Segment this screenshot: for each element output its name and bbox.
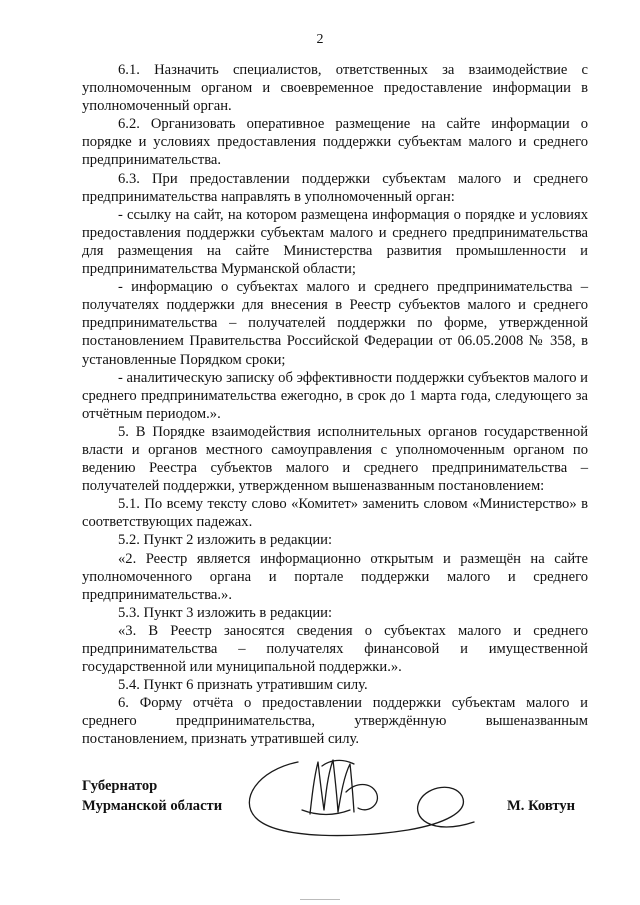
signatory-title [82, 776, 222, 816]
paragraph: 5.3. Пункт 3 изложить в редакции: [118, 604, 333, 621]
paragraph: 6.2. Организовать оперативное размещение на сайте информации о порядке и условиях предоставления поддержки субъектам малого и среднего предпринимательства. [82, 116, 588, 169]
paragraph: 6.1. Назначить специалистов, ответственных за взаимодействие с уполномоченным органом и своевременное предоставление информации в уполномоченный орган. [82, 62, 588, 115]
paragraph: - аналитическую записку об эффективности поддержки субъектов малого и среднего предпринимательства ежегодно, в срок до 1 марта года, следующего за отчётным периодом.». [82, 369, 588, 422]
paragraph: «2. Реестр является информационно открытым и размещён на сайте уполномоченного органа и портале поддержки малого и среднего предпринимательства.». [82, 550, 588, 603]
paragraph: 5.2. Пункт 2 изложить в редакции: [118, 532, 333, 549]
paragraph: 5.4. Пункт 6 признать утратившим силу. [118, 677, 368, 694]
paragraph: 6.3. При предоставлении поддержки субъектам малого и среднего предпринимательства направлять в уполномоченный орган: [82, 170, 588, 205]
paragraph: 5.1. По всему тексту слово «Комитет» заменить словом «Министерство» в соответствующих падежах. [82, 496, 588, 531]
paragraph: - информацию о субъектах малого и среднего предпринимательства – получателях поддержки для внесения в Реестр субъектов малого и среднего предпринимательства – получателей поддержки по форме, утвержденной постановлением Правительства Российской Федерации от 06.05.2008 № 358, в установленные Порядком сроки; [82, 279, 588, 368]
handwritten-signature [238, 752, 488, 852]
signatory-title-line2: Мурманской области [82, 798, 223, 814]
document-body [82, 61, 588, 749]
page-number: 2 [316, 32, 324, 47]
paragraph: 6. Форму отчёта о предоставлении поддержки субъектам малого и среднего предпринимательства, утверждённую вышеназванным постановлением, признать утратившей силу. [82, 695, 588, 748]
paragraph: «3. В Реестр заносятся сведения о субъектах малого и среднего предпринимательства – получателях финансовой и имущественной государственной или муниципальной поддержки.». [82, 622, 588, 676]
paragraph: - ссылку на сайт, на котором размещена информация о порядке и условиях предоставления поддержки субъектам малого и среднего предпринимательства для размещения на сайте Министерства развития промышленности и предпринимательства Мурманской области; [82, 206, 588, 278]
signatory-name: М. Ковтун [507, 798, 576, 814]
signatory-title-line1: Губернатор [82, 778, 158, 794]
footer-divider [300, 899, 340, 900]
paragraph: 5. В Порядке взаимодействия исполнительных органов государственной власти и органов местного самоуправления с уполномоченным органом по ведению Реестра субъектов малого и среднего предпринимательства – получателей поддержки, утвержденном вышеназванным постановлением: [82, 423, 588, 495]
